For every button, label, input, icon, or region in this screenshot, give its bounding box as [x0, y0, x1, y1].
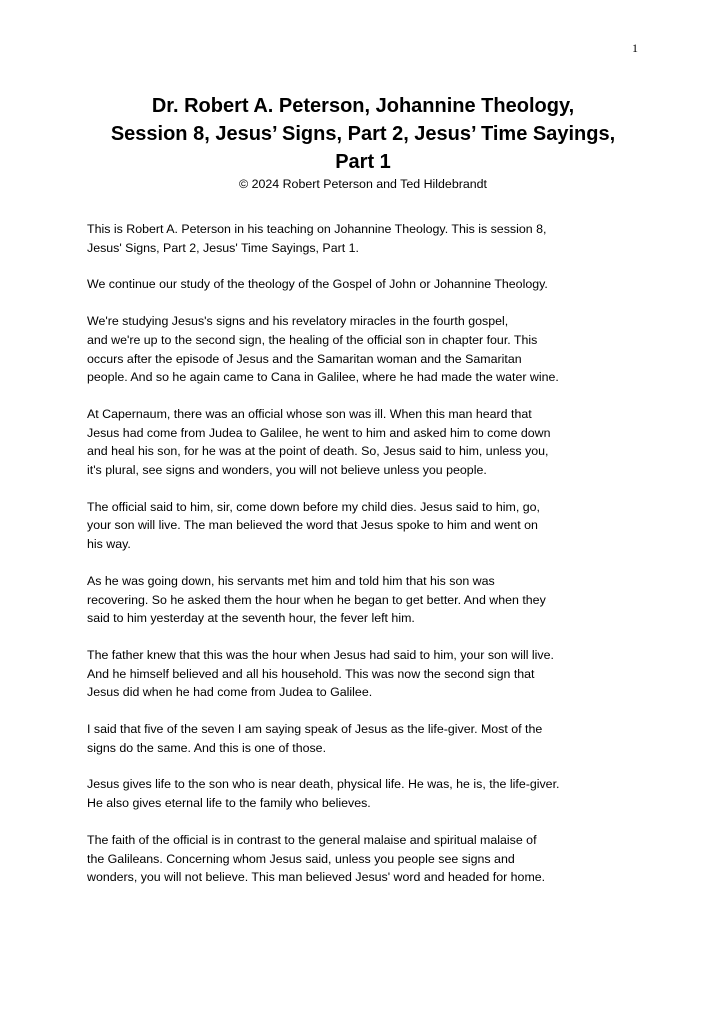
paragraph [87, 720, 647, 757]
paragraph-line: As he was going down, his servants met him and told him that his son was [87, 573, 495, 588]
paragraph-line: He also gives eternal life to the family who believes. [87, 796, 371, 811]
paragraph-line: wonders, you will not believe. This man believed Jesus' word and headed for home. [87, 870, 546, 885]
paragraph [87, 405, 647, 480]
paragraph-line: I said that five of the seven I am saying speak of Jesus as the life-giver. Most of the [87, 722, 543, 737]
paragraph [87, 831, 647, 887]
title-line: Part 1 [335, 151, 391, 173]
paragraph-line: Jesus' Signs, Part 2, Jesus' Time Sayings, Part 1. [87, 240, 359, 255]
title-line: Session 8, Jesus’ Signs, Part 2, Jesus’ Time Sayings, [110, 123, 616, 145]
paragraph-line: The official said to him, sir, come down before my child dies. Jesus said to him, go, [87, 499, 540, 514]
paragraph-line: The faith of the official is in contrast to the general malaise and spiritual malaise of [87, 832, 537, 847]
paragraph [87, 775, 647, 812]
paragraph-line: At Capernaum, there was an official whose son was ill. When this man heard that [87, 406, 532, 421]
document-title [78, 92, 648, 176]
paragraph [87, 312, 647, 387]
paragraph [87, 275, 647, 294]
page-number: 1 [632, 41, 638, 55]
body-text [87, 220, 647, 905]
paragraph-line: and we're up to the second sign, the healing of the official son in chapter four. This [87, 332, 538, 347]
paragraph [87, 572, 647, 628]
paragraph-line: the Galileans. Concerning whom Jesus said, unless you people see signs and [87, 851, 515, 866]
paragraph [87, 220, 647, 257]
paragraph [87, 498, 647, 554]
paragraph-line: The father knew that this was the hour when Jesus had said to him, your son will live. [87, 647, 554, 662]
paragraph-line: This is Robert A. Peterson in his teaching on Johannine Theology. This is session 8, [87, 222, 547, 236]
paragraph-line: signs do the same. And this is one of those. [87, 740, 327, 755]
paragraph-line: And he himself believed and all his household. This was now the second sign that [87, 666, 535, 681]
paragraph-line: people. And so he again came to Cana in Galilee, where he had made the water wine. [87, 370, 559, 385]
paragraph-line: Jesus gives life to the son who is near death, physical life. He was, he is, the life-giver. [87, 777, 560, 792]
paragraph-line: occurs after the episode of Jesus and the Samaritan woman and the Samaritan [87, 351, 522, 366]
paragraph-line: it's plural, see signs and wonders, you will not believe unless you people. [87, 463, 487, 478]
paragraph-line: We continue our study of the theology of the Gospel of John or Johannine Theology. [87, 277, 548, 292]
paragraph [87, 646, 647, 702]
paragraph-line: We're studying Jesus's signs and his revelatory miracles in the fourth gospel, [87, 314, 509, 329]
paragraph-line: Jesus did when he had come from Judea to Galilee. [87, 685, 373, 700]
paragraph-line: his way. [87, 537, 131, 552]
title-line: Dr. Robert A. Peterson, Johannine Theology, [151, 95, 575, 117]
paragraph-line: and heal his son, for he was at the point of death. So, Jesus said to him, unless you, [87, 444, 549, 459]
copyright-notice: © 2024 Robert Peterson and Ted Hildebrandt [239, 177, 487, 191]
paragraph-line: your son will live. The man believed the word that Jesus spoke to him and went on [87, 518, 538, 533]
paragraph-line: Jesus had come from Judea to Galilee, he went to him and asked him to come down [87, 425, 551, 440]
paragraph-line: recovering. So he asked them the hour when he began to get better. And when they [87, 592, 546, 607]
paragraph-line: said to him yesterday at the seventh hour, the fever left him. [87, 611, 415, 626]
